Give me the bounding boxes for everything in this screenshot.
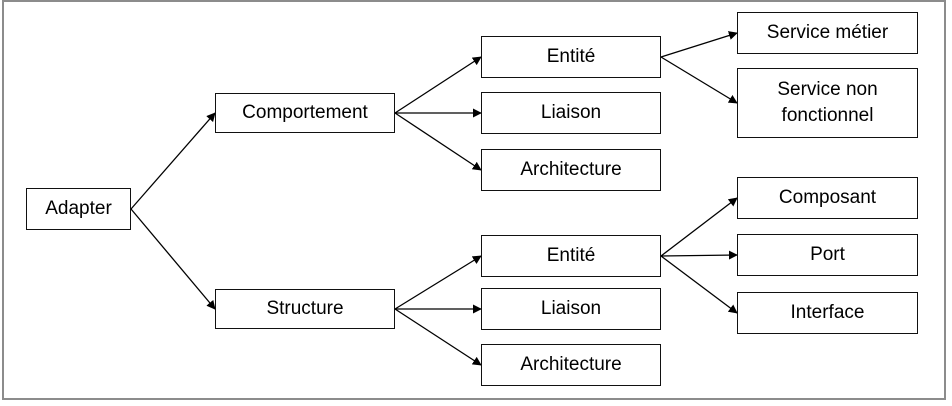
node-structure <box>215 289 395 329</box>
node-label: Liaison <box>540 102 602 124</box>
edge-root-to-comportement <box>131 113 215 209</box>
node-comportement <box>215 93 395 133</box>
node-adapter <box>26 188 131 230</box>
node-label: Liaison <box>540 298 602 320</box>
node-structure-architecture <box>481 344 661 386</box>
node-label: Interface <box>790 302 865 324</box>
node-label: Entité <box>546 46 596 68</box>
edge-comp_entite-to-service_non_fonctionnel <box>661 57 737 103</box>
node-label: Adapter <box>45 198 112 220</box>
node-label: Comportement <box>242 102 368 124</box>
node-label: Architecture <box>520 354 622 376</box>
node-label: Composant <box>778 187 877 209</box>
node-interface <box>737 292 918 334</box>
node-label: Service non fonctionnel <box>777 79 878 126</box>
edge-comportement-to-comp_architecture <box>395 113 481 170</box>
node-composant <box>737 177 918 219</box>
edge-comp_entite-to-service_metier <box>661 33 737 57</box>
node-service-metier <box>737 12 918 54</box>
node-comportement-architecture <box>481 149 661 191</box>
node-structure-liaison <box>481 288 661 330</box>
node-comportement-liaison <box>481 92 661 134</box>
edge-struct_entite-to-interface <box>661 256 737 313</box>
edge-root-to-structure <box>131 209 215 309</box>
edge-structure-to-struct_architecture <box>395 309 481 365</box>
node-service-non-fonctionnel <box>737 68 918 138</box>
node-label: Structure <box>266 298 344 320</box>
edge-struct_entite-to-port <box>661 255 737 256</box>
node-comportement-entite <box>481 36 661 78</box>
edge-comportement-to-comp_entite <box>395 57 481 113</box>
node-port <box>737 234 918 276</box>
node-label: Port <box>810 244 845 266</box>
node-structure-entite <box>481 235 661 277</box>
edge-struct_entite-to-composant <box>661 198 737 256</box>
node-label: Entité <box>546 245 596 267</box>
edge-structure-to-struct_entite <box>395 256 481 309</box>
node-label: Service métier <box>766 22 889 44</box>
node-label: Architecture <box>520 159 622 181</box>
